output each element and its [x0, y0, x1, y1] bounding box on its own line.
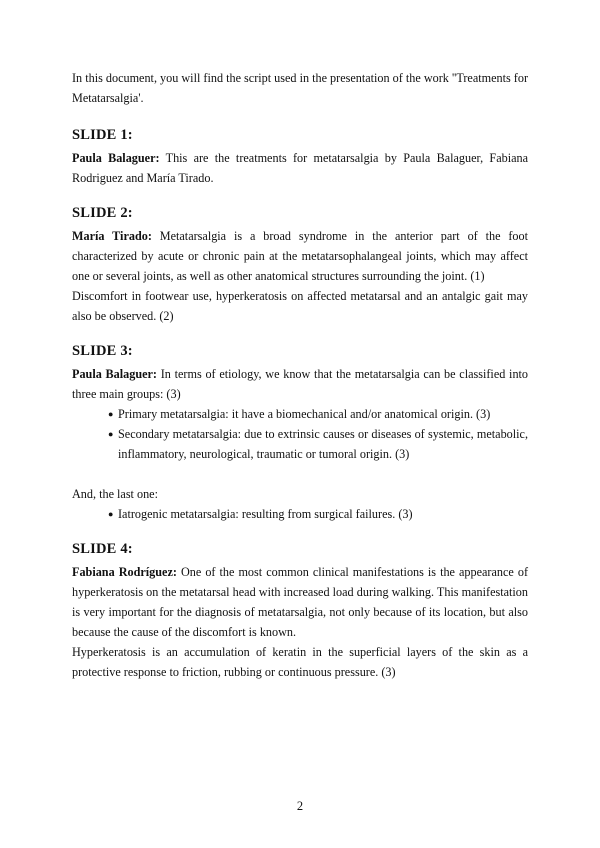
- slide-4-section: [72, 538, 528, 682]
- slide-paragraph: [72, 226, 528, 286]
- speaker-name: María Tirado:: [72, 229, 152, 243]
- speaker-name: Fabiana Rodríguez:: [72, 565, 177, 579]
- list-item: ● Iatrogenic metatarsalgia: resulting from surgical failures. (3): [108, 504, 528, 524]
- slide-heading: SLIDE 1:: [72, 127, 133, 143]
- list-item: ● Primary metatarsalgia: it have a biomechanical and/or anatomical origin. (3): [108, 404, 528, 424]
- slide-paragraph: [72, 562, 528, 642]
- paragraph-text: One of the most common clinical manifestations is the appearance of hyperkeratosis on the metatarsal head with increased load during walking. This manifestation is very important for the diagnosis of metatarsalgia, not only because of its location, but also because the cause of the discomfort is known.: [72, 565, 528, 639]
- paragraph-text: In terms of etiology, we know that the metatarsalgia can be classified into three main groups: (3): [72, 367, 529, 401]
- speaker-name: Paula Balaguer:: [72, 151, 160, 165]
- bullet-list: [72, 404, 528, 464]
- slide-paragraph: Discomfort in footwear use, hyperkeratosis on affected metatarsal and an antalgic gait may also be observed. (2): [72, 289, 528, 323]
- slide-heading: SLIDE 2:: [72, 205, 133, 221]
- paragraph-text: Metatarsalgia is a broad syndrome in the anterior part of the foot characterized by acute or chronic pain at the metatarsophalangeal joints, which may affect one or several joints, as well as other anatomical structures surrounding the joint. (1): [72, 229, 529, 283]
- slide-paragraph: Hyperkeratosis is an accumulation of keratin in the superficial layers of the skin as a protective response to friction, rubbing or continuous pressure. (3): [72, 645, 528, 679]
- bullet-list: [72, 504, 528, 524]
- speaker-name: Paula Balaguer:: [72, 367, 157, 381]
- paragraph-text: This are the treatments for metatarsalgia by Paula Balaguer, Fabiana Rodriguez and María Tirado.: [72, 151, 529, 185]
- slide-paragraph: [72, 148, 528, 188]
- slide-paragraph: And, the last one:: [72, 487, 158, 501]
- page-content: [72, 68, 528, 696]
- slide-heading: SLIDE 3:: [72, 343, 133, 359]
- slide-2-section: [72, 202, 528, 326]
- intro-paragraph: In this document, you will find the script used in the presentation of the work ''Treatments for Metatarsalgia'.: [72, 71, 528, 105]
- list-item: ● Secondary metatarsalgia: due to extrinsic causes or diseases of systemic, metabolic, inflammatory, neurological, traumatic or tumoral origin. (3): [108, 424, 528, 464]
- page-number: 2: [296, 799, 304, 813]
- slide-3-section: [72, 340, 528, 524]
- slide-1-section: [72, 124, 528, 188]
- spacer: [72, 464, 528, 484]
- slide-heading: SLIDE 4:: [72, 541, 133, 557]
- slide-paragraph: [72, 364, 528, 404]
